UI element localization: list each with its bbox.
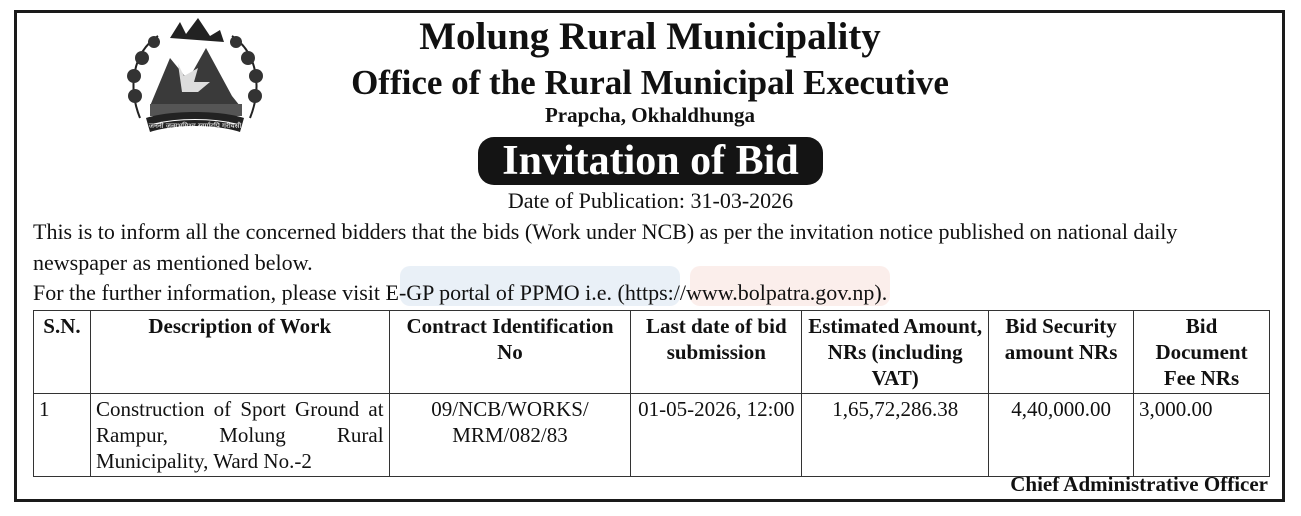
publication-date: Date of Publication: 31-03-2026 (507, 188, 794, 213)
signature-title: Chief Administrative Officer (1010, 472, 1268, 496)
header-bid-security: Bid Security amount NRs (989, 311, 1134, 394)
header-description: Description of Work (90, 311, 389, 394)
header-last-date: Last date of bid submission (631, 311, 802, 394)
cell-description: Construction of Sport Ground at Rampur, Molung Rural Municipality, Ward No.-2 (90, 394, 389, 477)
notice-title: Invitation of Bid (478, 137, 822, 185)
header-sn: S.N. (34, 311, 91, 394)
cell-contract-id: 09/NCB/WORKS/ MRM/082/83 (389, 394, 631, 477)
cell-estimated-amount: 1,65,72,286.38 (802, 394, 989, 477)
cell-last-date: 01-05-2026, 12:00 (631, 394, 802, 477)
cell-bid-security: 4,40,000.00 (989, 394, 1134, 477)
table-header-row (34, 311, 1270, 394)
cell-document-fee: 3,000.00 (1134, 394, 1270, 477)
info-paragraph: For the further information, please visit E-GP portal of PPMO i.e. (https://www.bolpatra.gov.np). (33, 280, 888, 305)
bid-table (33, 310, 1270, 477)
intro-paragraph: This is to inform all the concerned bidders that the bids (Work under NCB) as per the invitation notice published on national daily newspaper as mentioned below. (33, 219, 1178, 275)
header-estimated-amount: Estimated Amount, NRs (including VAT) (802, 311, 989, 394)
municipality-name: Molung Rural Municipality (419, 15, 881, 58)
office-name: Office of the Rural Municipal Executive (351, 63, 949, 102)
header-contract-id: Contract Identification No (389, 311, 631, 394)
emblem-motto: जननी जन्मभूमिश्च स्वर्गादपि गरीयसी (148, 122, 242, 130)
table-row (34, 394, 1270, 477)
office-location: Prapcha, Okhaldhunga (544, 103, 756, 127)
nepal-government-emblem-icon (120, 18, 270, 146)
cell-sn: 1 (34, 394, 91, 477)
title-wrapper (0, 137, 1301, 185)
header-document-fee: Bid Document Fee NRs (1134, 311, 1270, 394)
